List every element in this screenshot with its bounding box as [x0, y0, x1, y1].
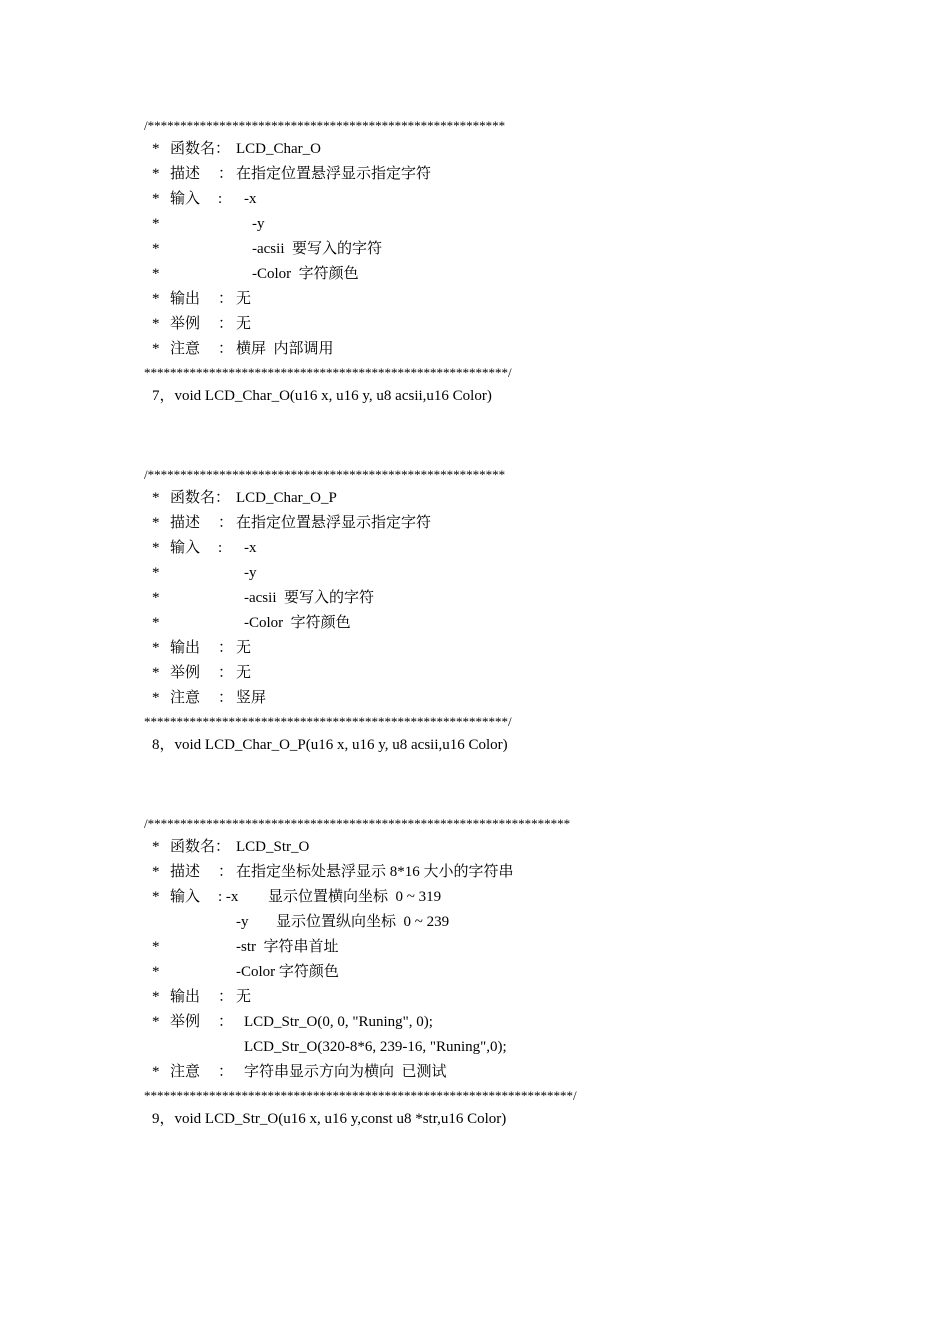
- desc-line: [144, 511, 844, 536]
- example-code: LCD_Str_O(320-8*6, 239-16, "Runing",0);: [244, 1039, 507, 1055]
- colon: ：: [218, 515, 234, 531]
- border-text: /*******************************************************: [144, 467, 506, 482]
- star: *: [152, 690, 160, 706]
- function-name: LCD_Char_O: [236, 141, 321, 157]
- description: 在指定位置悬浮显示指定字符: [236, 166, 432, 182]
- function-signature: 7，void LCD_Char_O(u16 x, u16 y, u8 acsii,u16 Color): [152, 388, 492, 404]
- star: *: [152, 141, 160, 157]
- desc-key: 描述: [170, 166, 201, 182]
- star: *: [152, 839, 160, 855]
- input-param: -Color 字符颜色: [252, 266, 359, 282]
- star: *: [152, 166, 160, 182]
- note-key: 注意: [170, 690, 201, 706]
- colon: ：: [218, 341, 234, 357]
- input-line: [144, 561, 844, 586]
- input-param-desc: 显示位置横向坐标 0 ~ 319: [268, 889, 442, 905]
- input-line: [144, 212, 844, 237]
- comment-top-border: [144, 464, 844, 486]
- input-line: [144, 910, 844, 935]
- input-line: [144, 935, 844, 960]
- example-key: 举例: [170, 1014, 201, 1030]
- star: *: [152, 615, 160, 631]
- input-param: -x: [244, 540, 257, 556]
- star: *: [152, 266, 160, 282]
- output-key: 输出: [170, 989, 201, 1005]
- input-line: [144, 611, 844, 636]
- comment-top-border: [144, 813, 844, 835]
- input-key: 输入: [170, 889, 201, 905]
- note-line: [144, 1060, 844, 1085]
- note-value: 竖屏: [236, 690, 267, 706]
- colon: :: [218, 191, 223, 207]
- colon: ：: [218, 690, 234, 706]
- input-key: 输入: [170, 540, 201, 556]
- example-key: 举例: [170, 665, 201, 681]
- name-key: 函数名：: [170, 490, 231, 506]
- comment-top-border: [144, 115, 844, 137]
- desc-key: 描述: [170, 515, 201, 531]
- input-param-desc: 显示位置纵向坐标 0 ~ 239: [276, 914, 450, 930]
- input-line: [144, 536, 844, 561]
- input-param: -Color 字符颜色: [236, 964, 339, 980]
- input-line: [144, 885, 844, 910]
- input-param: -acsii 要写入的字符: [252, 241, 382, 257]
- output-line: [144, 636, 844, 661]
- input-param: -y: [244, 565, 257, 581]
- name-line: [144, 137, 844, 162]
- star: *: [152, 291, 160, 307]
- input-param: : -x: [218, 889, 239, 905]
- example-line: [144, 661, 844, 686]
- example-line: [144, 1010, 844, 1035]
- output-value: 无: [236, 291, 252, 307]
- output-value: 无: [236, 989, 252, 1005]
- colon: ：: [218, 166, 234, 182]
- example-key: 举例: [170, 316, 201, 332]
- input-line: [144, 960, 844, 985]
- star: *: [152, 540, 160, 556]
- input-param: -y: [252, 216, 265, 232]
- colon: ：: [218, 1014, 234, 1030]
- star: *: [152, 989, 160, 1005]
- star: *: [152, 864, 160, 880]
- input-key: 输入: [170, 191, 201, 207]
- comment-bottom-border: [144, 1085, 844, 1107]
- comment-bottom-border: [144, 362, 844, 384]
- signature-line: [144, 733, 844, 758]
- star: *: [152, 341, 160, 357]
- function-signature: 9，void LCD_Str_O(u16 x, u16 y,const u8 *str,u16 Color): [152, 1111, 507, 1127]
- name-line: [144, 486, 844, 511]
- input-line: [144, 586, 844, 611]
- note-value: 字符串显示方向为横向 已测试: [244, 1064, 447, 1080]
- example-value: 无: [236, 316, 252, 332]
- star: *: [152, 515, 160, 531]
- star: *: [152, 216, 160, 232]
- signature-line: [144, 1107, 844, 1132]
- input-line: [144, 237, 844, 262]
- star: *: [152, 889, 160, 905]
- output-key: 输出: [170, 640, 201, 656]
- function-name: LCD_Char_O_P: [236, 490, 337, 506]
- input-param: -x: [244, 191, 257, 207]
- colon: ：: [218, 1064, 234, 1080]
- output-line: [144, 287, 844, 312]
- star: *: [152, 665, 160, 681]
- colon: ：: [218, 640, 234, 656]
- note-key: 注意: [170, 341, 201, 357]
- colon: ：: [218, 864, 234, 880]
- input-line: [144, 187, 844, 212]
- input-param: -Color 字符颜色: [244, 615, 351, 631]
- colon: ：: [218, 665, 234, 681]
- output-line: [144, 985, 844, 1010]
- name-line: [144, 835, 844, 860]
- desc-line: [144, 162, 844, 187]
- description: 在指定坐标处悬浮显示 8*16 大小的字符串: [236, 864, 514, 880]
- border-text: ********************************************************/: [144, 365, 512, 380]
- function-signature: 8，void LCD_Char_O_P(u16 x, u16 y, u8 acsii,u16 Color): [152, 737, 508, 753]
- star: *: [152, 590, 160, 606]
- star: *: [152, 964, 160, 980]
- comment-bottom-border: [144, 711, 844, 733]
- input-line: [144, 262, 844, 287]
- colon: ：: [218, 291, 234, 307]
- function-doc-lcd-char-o-p: [144, 464, 844, 758]
- example-value: 无: [236, 665, 252, 681]
- border-text: ******************************************************************/: [144, 1088, 577, 1103]
- star: *: [152, 640, 160, 656]
- star: *: [152, 565, 160, 581]
- border-text: /*******************************************************: [144, 118, 506, 133]
- star: *: [152, 241, 160, 257]
- border-text: ********************************************************/: [144, 714, 512, 729]
- note-line: [144, 686, 844, 711]
- colon: ：: [218, 989, 234, 1005]
- example-line: [144, 312, 844, 337]
- function-doc-lcd-str-o: [144, 813, 844, 1132]
- name-key: 函数名：: [170, 141, 231, 157]
- star: *: [152, 1064, 160, 1080]
- description: 在指定位置悬浮显示指定字符: [236, 515, 432, 531]
- colon: ：: [218, 316, 234, 332]
- border-text: /*****************************************************************: [144, 816, 571, 831]
- signature-line: [144, 384, 844, 409]
- star: *: [152, 316, 160, 332]
- input-param: -y: [236, 914, 249, 930]
- output-value: 无: [236, 640, 252, 656]
- function-doc-lcd-char-o: [144, 115, 844, 409]
- note-line: [144, 337, 844, 362]
- note-value: 横屏 内部调用: [236, 341, 334, 357]
- name-key: 函数名：: [170, 839, 231, 855]
- colon: :: [218, 540, 223, 556]
- input-param: -str 字符串首址: [236, 939, 339, 955]
- output-key: 输出: [170, 291, 201, 307]
- function-name: LCD_Str_O: [236, 839, 310, 855]
- example-line: [144, 1035, 844, 1060]
- star: *: [152, 939, 160, 955]
- input-param: -acsii 要写入的字符: [244, 590, 374, 606]
- note-key: 注意: [170, 1064, 201, 1080]
- star: *: [152, 490, 160, 506]
- desc-line: [144, 860, 844, 885]
- star: *: [152, 191, 160, 207]
- star: *: [152, 1014, 160, 1030]
- example-code: LCD_Str_O(0, 0, "Runing", 0);: [244, 1014, 433, 1030]
- desc-key: 描述: [170, 864, 201, 880]
